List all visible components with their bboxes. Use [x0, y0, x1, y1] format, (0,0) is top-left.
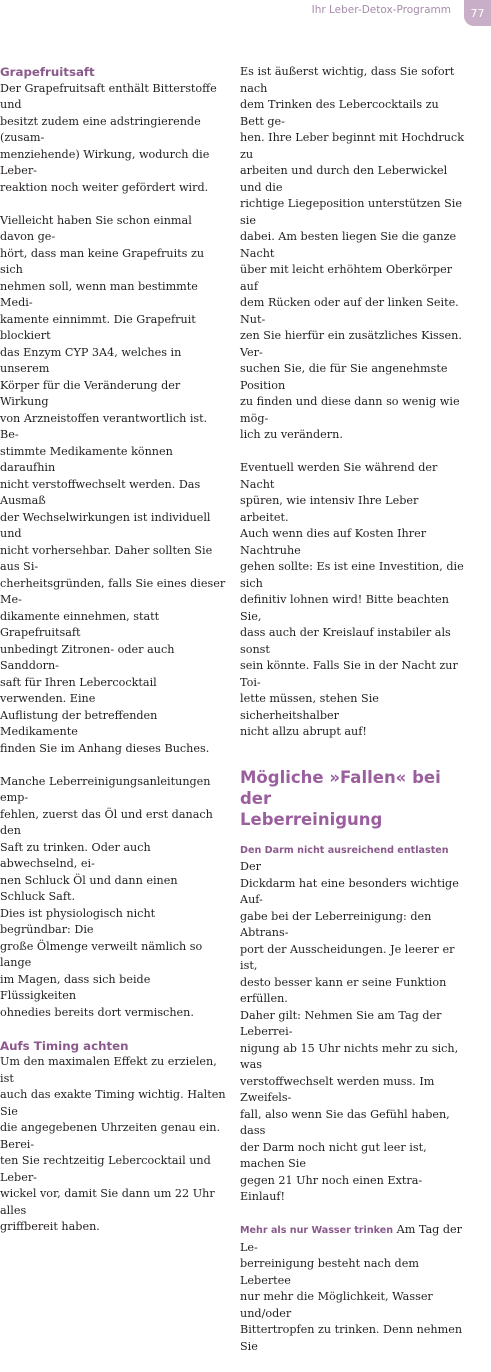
paragraph: Es ist äußerst wichtig, dass Sie sofort nach dem Trinken des Lebercocktails zu Bett ge- hen. Ihre Leber beginnt mit Hochdruck zu arbeiten und durch den Leberwickel und die richtige Liegeposition unterstützen Sie sie dabei. Am besten liegen Sie die ganze Nacht über mit leicht erhöhtem Oberkörper auf dem Rücken oder auf der linken Seite. Nut- zen Sie hierfür ein zusätzliches Kissen. Ver- suchen Sie, die für Sie angenehmste Position zu finden und diese dann so wenig wie mög- lich zu verändern.: [240, 65, 464, 441]
runin-body: Am Tag der Le- berreinigung besteht nach dem Lebertee nur mehr die Möglichkeit, Wasser und/oder Bittertropfen zu trinken. Denn nehmen Sie: [240, 1223, 463, 1353]
paragraph-runin: [240, 1222, 466, 1355]
section-heading-grapefruitsaft: Grapefruitsaft: [0, 65, 95, 79]
right-column: [240, 64, 466, 1372]
paragraph: Manche Leberreinigungsanleitungen emp- fehlen, zuerst das Öl und erst danach den Saft zu trinken. Oder auch abwechselnd, ei- nen Schluck Öl und dann einen Schluck Saft. Dies ist physiologisch nicht begründbar: Die große Ölmenge verweilt nämlich so lange im Magen, dass sich beide Flüssigkeiten ohnedies bereits dort vermischen.: [0, 774, 213, 1019]
paragraph: Eventuell werden Sie während der Nacht spüren, wie intensiv Ihre Leber arbeitet. Auch wenn dies auf Kosten Ihrer Nachtruhe gehen sollte: Es ist eine Investition, die sich definitiv lohnen wird! Bitte beachten Sie, dass auch der Kreislauf instabiler als sonst sein könnte. Falls Sie in der Nacht zur Toi- lette müssen, stehen Sie sicherheitshalber nicht allzu abrupt auf!: [240, 461, 464, 738]
runin-label: Den Darm nicht ausreichend entlasten: [240, 844, 449, 856]
runin-body: Der Dickdarm hat eine besonders wichtige Auf- gabe bei der Leberreinigung: den Abtrans- port der Ausscheidungen. Je leerer er ist, desto besser kann er seine Funktion erfüllen. Daher gilt: Nehmen Sie am Tag der Leberrei- nigung ab 15 Uhr nichts mehr zu sich, was verstoffwechselt werden muss. Im Zweifels- fall, also wenn Sie das Gefühl haben, dass der Darm noch nicht gut leer ist, machen Sie gegen 21 Uhr noch einen Extra-Einlauf!: [240, 860, 459, 1203]
main-heading: Mögliche »Fallen« bei der Leberreinigung: [240, 767, 441, 829]
section-heading-timing: Aufs Timing achten: [0, 1038, 129, 1053]
running-head: Ihr Leber-Detox-Programm: [311, 4, 451, 16]
paragraph: Vielleicht haben Sie schon einmal davon ge- hört, dass man keine Grapefruits zu sich nehmen soll, wenn man bestimmte Medi- kamente einnimmt. Die Grapefruit blockiert das Enzym CYP 3A4, welches in unserem Körper für die Veränderung der Wirkung von Arzneistoffen verantwortlich ist. Be- stimmte Medikamente können daraufhin nicht verstoffwechselt werden. Das Ausmaß der Wechselwirkungen ist individuell und nicht vorhersehbar. Daher sollten Sie aus Si- cherheitsgründen, falls Sie eines dieser Me- dikamente einnehmen, statt Grapefruitsaft unbedingt Zitronen- oder auch Sanddorn- saft für Ihren Lebercocktail verwenden. Eine Auflistung der betreffenden Medikamente finden Sie im Anhang dieses Buches.: [0, 213, 226, 755]
paragraph-runin: [240, 842, 466, 1206]
runin-label: Mehr als nur Wasser trinken: [240, 1225, 394, 1236]
page-number-tab: [464, 0, 491, 26]
paragraph: Um den maximalen Effekt zu erzielen, ist auch das exakte Timing wichtig. Halten Sie die angegebenen Uhrzeiten genau ein. Berei- ten Sie rechtzeitig Lebercocktail und Leber- wickel vor, damit Sie dann um 22 Uhr alles griffbereit haben.: [0, 1055, 226, 1233]
page-number: 77: [470, 6, 485, 20]
left-column: [0, 64, 226, 1252]
paragraph: Der Grapefruitsaft enthält Bitterstoffe und besitzt zudem eine adstringierende (zusam- menziehende) Wirkung, wodurch die Leber- reaktion noch weiter gefördert wird.: [0, 81, 217, 194]
